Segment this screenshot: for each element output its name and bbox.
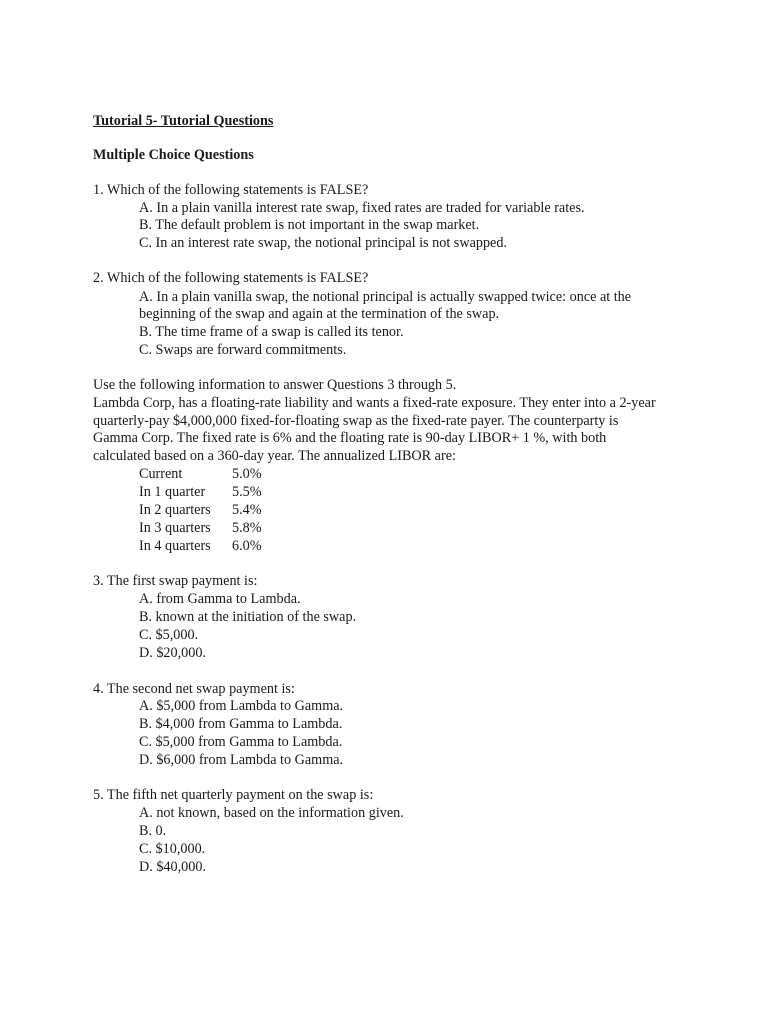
answer-option: C. In an interest rate swap, the notional principal is not swapped. xyxy=(139,235,507,251)
answer-option: A. not known, based on the information given. xyxy=(139,805,404,821)
question-stem: 2. Which of the following statements is FALSE? xyxy=(93,270,369,286)
libor-period: In 3 quarters xyxy=(139,520,211,536)
libor-period: In 1 quarter xyxy=(139,484,206,500)
answer-option: B. 0. xyxy=(139,823,167,839)
libor-rate: 5.4% xyxy=(232,502,262,518)
answer-option: D. $40,000. xyxy=(139,859,206,875)
answer-option: D. $6,000 from Lambda to Gamma. xyxy=(139,752,344,768)
answer-option: D. $20,000. xyxy=(139,645,206,661)
libor-rate: 5.0% xyxy=(232,466,262,482)
answer-option: A. $5,000 from Lambda to Gamma. xyxy=(139,698,344,714)
info-line: Lambda Corp, has a floating-rate liability and wants a fixed-rate exposure. They enter into a 2-year xyxy=(93,395,656,411)
question-stem: 3. The first swap payment is: xyxy=(93,573,258,589)
question-stem: 4. The second net swap payment is: xyxy=(93,681,295,697)
info-line: Gamma Corp. The fixed rate is 6% and the floating rate is 90-day LIBOR+ 1 %, with both xyxy=(93,430,607,446)
answer-option: B. $4,000 from Gamma to Lambda. xyxy=(139,716,343,732)
answer-option: A. In a plain vanilla interest rate swap, fixed rates are traded for variable rates. xyxy=(139,200,585,216)
info-line: Use the following information to answer Questions 3 through 5. xyxy=(93,377,457,393)
libor-rate: 6.0% xyxy=(232,538,262,554)
answer-option: B. known at the initiation of the swap. xyxy=(139,609,357,625)
libor-period: In 2 quarters xyxy=(139,502,211,518)
answer-option: B. The default problem is not important in the swap market. xyxy=(139,217,480,233)
info-line: calculated based on a 360-day year. The annualized LIBOR are: xyxy=(93,448,456,464)
answer-option: C. $10,000. xyxy=(139,841,206,857)
answer-option: A. from Gamma to Lambda. xyxy=(139,591,301,607)
question-stem: 1. Which of the following statements is FALSE? xyxy=(93,182,369,198)
libor-rate: 5.5% xyxy=(232,484,262,500)
answer-option: B. The time frame of a swap is called its tenor. xyxy=(139,324,404,340)
section-heading: Multiple Choice Questions xyxy=(93,147,254,163)
libor-period: Current xyxy=(139,466,183,482)
question-stem: 5. The fifth net quarterly payment on the swap is: xyxy=(93,787,374,803)
answer-option: C. $5,000. xyxy=(139,627,199,643)
answer-option: C. $5,000 from Gamma to Lambda. xyxy=(139,734,343,750)
libor-period: In 4 quarters xyxy=(139,538,211,554)
answer-option: C. Swaps are forward commitments. xyxy=(139,342,347,358)
answer-option-continuation: beginning of the swap and again at the termination of the swap. xyxy=(139,306,500,322)
info-line: quarterly-pay $4,000,000 fixed-for-floating swap as the fixed-rate payer. The counterparty is xyxy=(93,413,619,429)
answer-option: A. In a plain vanilla swap, the notional principal is actually swapped twice: once at the xyxy=(139,289,632,305)
page-title: Tutorial 5- Tutorial Questions xyxy=(93,113,274,129)
libor-rate: 5.8% xyxy=(232,520,262,536)
